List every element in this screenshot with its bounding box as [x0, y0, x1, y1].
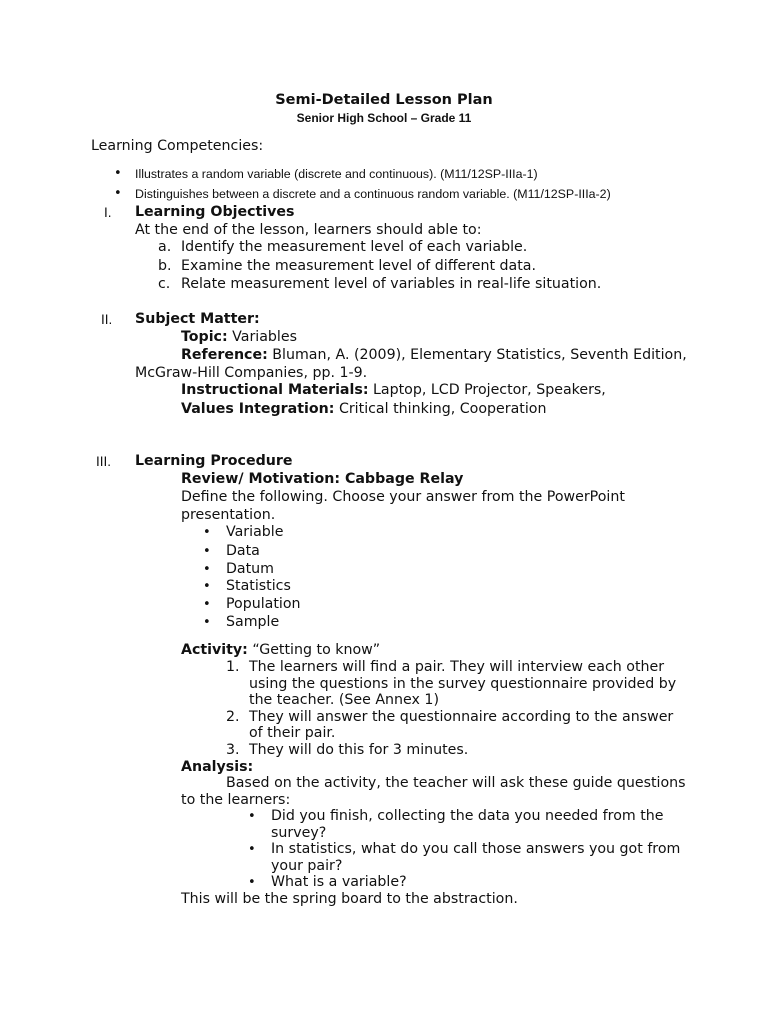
objective-item: Relate measurement level of variables in real-life situation.: [181, 276, 602, 292]
objectives-intro: At the end of the lesson, learners should able to:: [135, 222, 482, 238]
subject-heading: Subject Matter:: [135, 311, 260, 327]
bullet-icon: •: [203, 597, 211, 612]
analysis-text-cont: to the learners:: [181, 792, 291, 808]
procedure-heading: Learning Procedure: [135, 453, 293, 469]
term-item: Sample: [226, 614, 280, 630]
page-subtitle: Senior High School – Grade 11: [296, 111, 472, 125]
values-value: Critical thinking, Cooperation: [334, 401, 547, 417]
question-line: What is a variable?: [271, 874, 407, 890]
step-number: 1.: [226, 659, 240, 675]
define-instruction: Define the following. Choose your answer from the PowerPoint: [181, 489, 625, 505]
reference-value: Bluman, A. (2009), Elementary Statistics, Seventh Edition,: [267, 347, 687, 363]
competency-item: Illustrates a random variable (discrete and continuous). (M11/12SP-IIIa-1): [135, 167, 538, 181]
activity-value: “Getting to know”: [247, 642, 381, 658]
step-line: the teacher. (See Annex 1): [249, 692, 439, 708]
question-line: In statistics, what do you call those answers you got from: [271, 841, 681, 857]
closing-text: This will be the spring board to the abstraction.: [181, 891, 518, 907]
materials-label: Instructional Materials:: [181, 382, 369, 398]
topic-label: Topic:: [181, 329, 228, 345]
step-line: of their pair.: [249, 725, 336, 741]
section-numeral: III.: [96, 454, 112, 469]
section-numeral: II.: [101, 312, 113, 327]
reference-continuation: McGraw-Hill Companies, pp. 1-9.: [135, 365, 368, 381]
reference-label: Reference:: [181, 347, 268, 363]
section-numeral: I.: [104, 205, 112, 220]
step-line: They will answer the questionnaire according to the answer: [249, 709, 674, 725]
competency-item: Distinguishes between a discrete and a continuous random variable. (M11/12SP-IIIa-2): [135, 187, 611, 201]
page-title: Semi-Detailed Lesson Plan: [275, 92, 493, 108]
objectives-heading: Learning Objectives: [135, 204, 295, 220]
term-item: Data: [226, 543, 260, 559]
objective-item: Examine the measurement level of different data.: [181, 258, 536, 274]
term-item: Statistics: [226, 578, 291, 594]
materials-value: Laptop, LCD Projector, Speakers,: [368, 382, 606, 398]
review-heading: Review/ Motivation: Cabbage Relay: [181, 471, 464, 487]
step-line: The learners will find a pair. They will interview each other: [249, 659, 665, 675]
question-line: your pair?: [271, 858, 343, 874]
term-item: Datum: [226, 561, 274, 577]
values-line: [181, 401, 546, 417]
objective-letter: c.: [158, 276, 171, 292]
objective-letter: b.: [158, 258, 172, 274]
step-line: using the questions in the survey questionnaire provided by: [249, 676, 677, 692]
activity-label: Activity:: [181, 642, 248, 658]
analysis-label: Analysis:: [181, 759, 254, 775]
step-number: 2.: [226, 709, 240, 725]
step-number: 3.: [226, 742, 240, 758]
term-item: Population: [226, 596, 301, 612]
define-instruction-cont: presentation.: [181, 507, 276, 523]
materials-line: [181, 382, 606, 398]
bullet-icon: •: [203, 525, 211, 540]
bullet-icon: •: [203, 544, 211, 559]
activity-line: [181, 642, 380, 658]
bullet-icon: •: [203, 562, 211, 577]
bullet-icon: •: [203, 579, 211, 594]
term-item: Variable: [226, 524, 284, 540]
objective-letter: a.: [158, 239, 172, 255]
question-line: Did you finish, collecting the data you needed from the: [271, 808, 664, 824]
topic-line: [181, 329, 297, 345]
step-line: They will do this for 3 minutes.: [249, 742, 469, 758]
competencies-heading: Learning Competencies:: [91, 138, 264, 154]
question-line: survey?: [271, 825, 327, 841]
bullet-icon: •: [248, 875, 256, 890]
values-label: Values Integration:: [181, 401, 335, 417]
bullet-icon: •: [114, 166, 122, 181]
bullet-icon: •: [248, 842, 256, 857]
reference-line: [181, 347, 687, 363]
objective-item: Identify the measurement level of each variable.: [181, 239, 528, 255]
bullet-icon: •: [203, 615, 211, 630]
bullet-icon: •: [248, 809, 256, 824]
analysis-text: Based on the activity, the teacher will ask these guide questions: [226, 775, 686, 791]
bullet-icon: •: [114, 186, 122, 201]
topic-value: Variables: [227, 329, 297, 345]
